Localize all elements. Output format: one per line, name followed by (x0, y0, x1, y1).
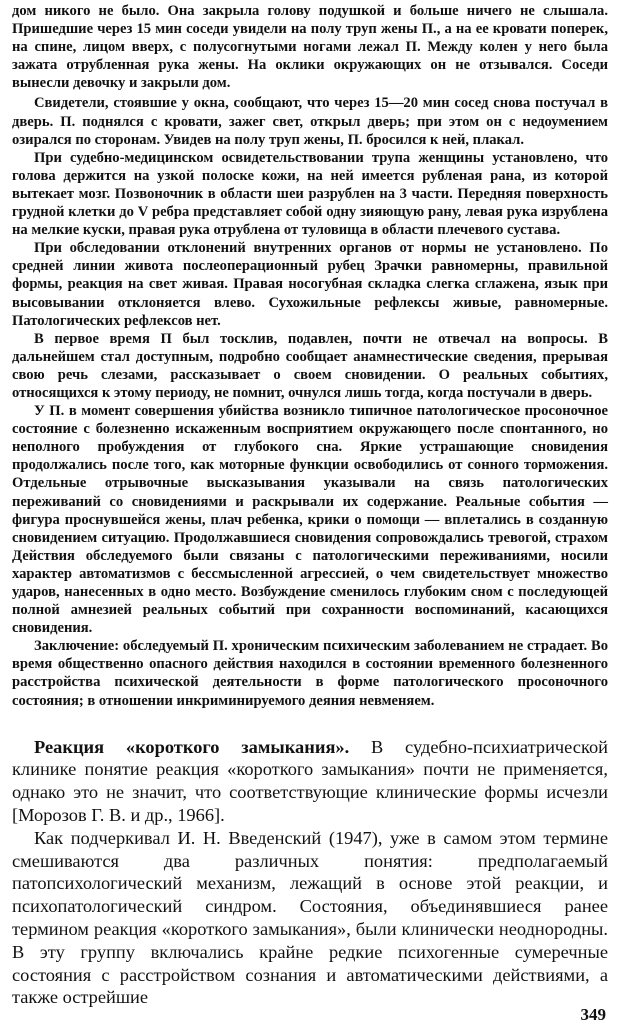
case-paragraph-4: При обследовании отклонений внутренних органов от нормы не установлено. По средней линии живота послеоперационный рубец Зрачки равномерны, правильной формы, реакция на свет живая. Правая носогубная складка слегка сглажена, язык при высовывании отклоняется влево. Сухожильные рефлексы живые, равномерные. Патологических рефлексов нет. (12, 240, 608, 329)
section-intro-paragraph (12, 736, 608, 827)
case-paragraph-3: При судебно-медицинском освидетельствовании трупа женщины установлено, что голова держится на узкой полоске кожи, на ней имеется рубленая рана, из которой вытекает мозг. Позвоночник в области шеи разрублен на 3 части. Передняя поверхность грудной клетки до V ребра представляет собой одну зияющую рану, левая рука изрублена на мелкие куски, правая рука отрублена от туловища в области плечевого сустава. (12, 149, 608, 239)
case-report (12, 2, 608, 710)
section-heading: Реакция «короткого замыкания». (34, 736, 350, 757)
main-text (12, 736, 608, 1010)
case-paragraph-2: Свидетели, стоявшие у окна, сообщают, что через 15—20 мин сосед снова постучал в дверь. П. поднялся с кровати, зажег свет, открыл дверь; при этом он с недоумением озирался по сторонам. Увидев на полу труп жены, П. бросился к ней, плакал. (12, 95, 608, 148)
section-intro: В судебно-психиатрической клинике понятие реакция «короткого замыкания» почти не применяется, однако это не значит, что соответствующие клинические формы исчезли [Морозов Г. В. и др., 1966]. (12, 736, 608, 826)
case-paragraph-1: дом никого не было. Она закрыла голову подушкой и больше ничего не слышала. Пришедшие через 15 мин соседи увидели на полу труп жены П., а на ее кровати поперек, на спине, лицом вверх, с полусогнутыми ногами лежал П. Между колен у него была зажата отрубленная рука жены. На оклики окружающих он не отзывался. Соседи вынесли девочку и закрыли дом. (12, 3, 608, 92)
case-paragraph-6: У П. в момент совершения убийства возникло типичное патологическое просоночное состояние с болезненно искаженным восприятием окружающего после спонтанного, но неполного пробуждения от глубокого сна. Яркие устрашающие сновидения продолжались после того, как моторные функции освободились от сонного торможения. Отдельные отрывочные высказывания указывали на связь патологических переживаний со сновидениями и раскрывали их содержание. Реальные события — фигура проснувшейся жены, плач ребенка, крики о помощи — вплетались в созданную сновидением ситуацию. Продолжавшиеся сновидения сопровождались тревогой, страхом Действия обследуемого были связаны с патологическими переживаниями, носили характер автоматизмов с бессмысленной агрессией, о чем свидетельствует множество ударов, нанесенных в одно место. Возбуждение сменилось глубоким сном с последующей полной амнезией реальных событий при сохранности воспоминаний, касающихся сновидения. (12, 403, 608, 637)
page-number: 349 (580, 1005, 606, 1024)
section-paragraph: Как подчеркивал И. Н. Введенский (1947), уже в самом этом термине смешиваются два различных понятия: предполагаемый патопсихологический механизм, лежащий в основе этой реакции, и психопатологический синдром. Состояния, объединявшиеся ранее термином реакция «короткого замыкания», были клинически неоднородны. В эту группу включались крайне редкие психогенные сумеречные состояния с расстройством сознания и автоматическими действиями, а также острейшие (12, 827, 608, 1008)
case-paragraph-5: В первое время П был тосклив, подавлен, почти не отвечал на вопросы. В дальнейшем стал доступным, подробно сообщает анамнестические сведения, прерывая свою речь слезами, рассказывает о своем сновидении. О реальных событиях, относящихся к этому периоду, не помнит, очнулся лишь тогда, когда постучали в дверь. (12, 330, 608, 401)
case-conclusion: Заключение: обследуемый П. хроническим психическим заболеванием не страдает. Во время общественно опасного действия находился в состоянии временного болезненного расстройства психической деятельности в форме патологического просоночного состояния; в отношении инкриминируемого деяния невменяем. (12, 638, 608, 709)
